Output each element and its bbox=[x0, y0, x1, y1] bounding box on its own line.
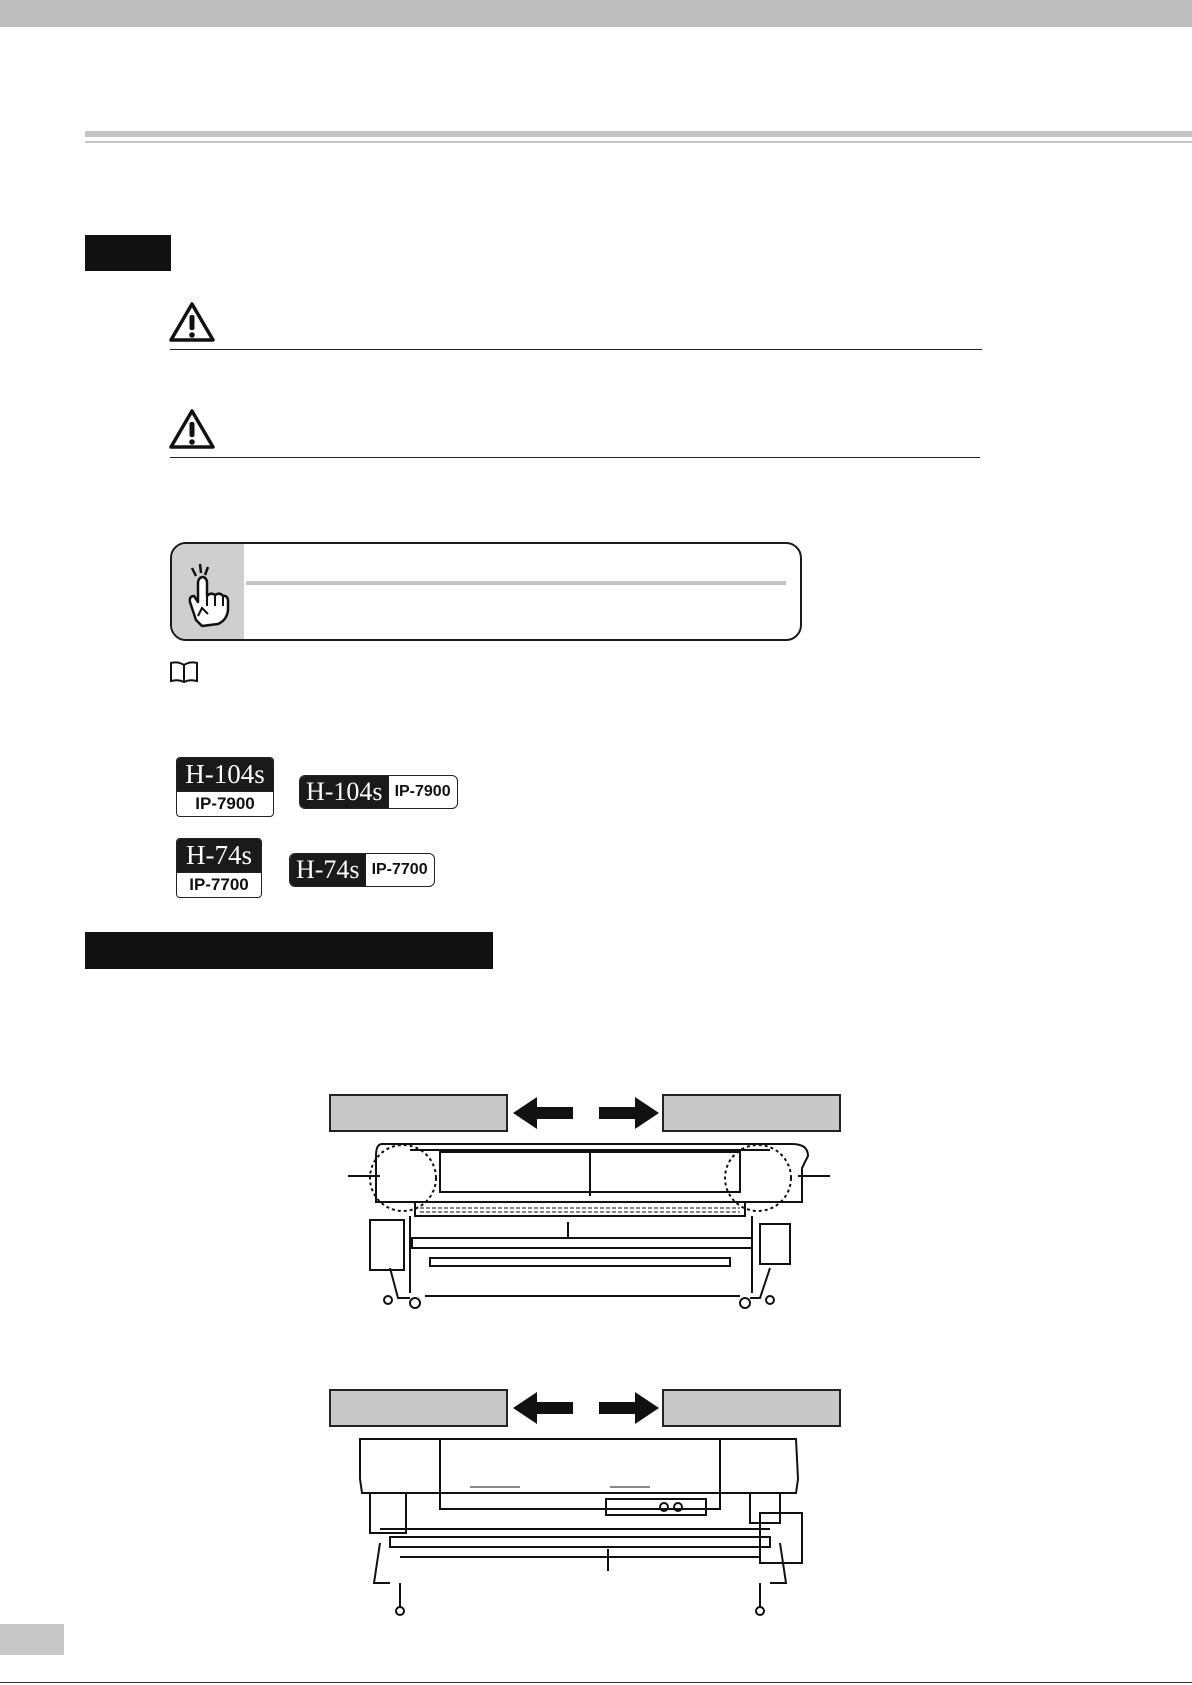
label-box-left bbox=[329, 1094, 508, 1132]
header-rule-thick bbox=[85, 131, 1192, 137]
right-arrow-icon bbox=[597, 1095, 661, 1131]
right-arrow-icon bbox=[597, 1390, 661, 1426]
left-arrow-icon bbox=[511, 1390, 575, 1426]
section-heading-bar bbox=[85, 932, 493, 969]
badge-code: IP-7900 bbox=[394, 783, 451, 800]
warning-triangle-icon bbox=[168, 408, 216, 450]
model-badge-inline bbox=[299, 775, 458, 809]
badge-code: IP-7700 bbox=[371, 861, 428, 878]
printer-front-illustration bbox=[340, 1138, 830, 1318]
page-number-box bbox=[0, 1624, 64, 1655]
model-badge-inline bbox=[289, 853, 435, 887]
badge-model: H-104s bbox=[177, 758, 273, 791]
badge-model: H-74s bbox=[290, 854, 366, 886]
pointing-hand-icon bbox=[184, 558, 232, 628]
warning-triangle-icon bbox=[168, 301, 216, 343]
top-band bbox=[0, 0, 1192, 27]
header-rule-thin bbox=[85, 141, 1192, 143]
section-marker bbox=[85, 235, 171, 271]
label-box-left bbox=[329, 1389, 508, 1427]
model-badge-large bbox=[176, 757, 274, 817]
label-box-right bbox=[662, 1389, 841, 1427]
open-book-icon bbox=[169, 660, 199, 684]
printer-rear-illustration bbox=[350, 1433, 810, 1618]
hint-divider bbox=[246, 581, 786, 585]
model-badge-large bbox=[176, 838, 262, 898]
footer-rule bbox=[0, 1682, 1192, 1683]
label-box-right bbox=[662, 1094, 841, 1132]
warning-underline bbox=[170, 457, 980, 458]
badge-code: IP-7700 bbox=[177, 872, 261, 897]
badge-code: IP-7900 bbox=[177, 791, 273, 816]
warning-underline bbox=[170, 349, 982, 350]
hint-sidebar bbox=[172, 544, 244, 639]
badge-model: H-104s bbox=[300, 776, 389, 808]
hint-box bbox=[170, 542, 802, 641]
left-arrow-icon bbox=[511, 1095, 575, 1131]
badge-model: H-74s bbox=[177, 839, 261, 872]
